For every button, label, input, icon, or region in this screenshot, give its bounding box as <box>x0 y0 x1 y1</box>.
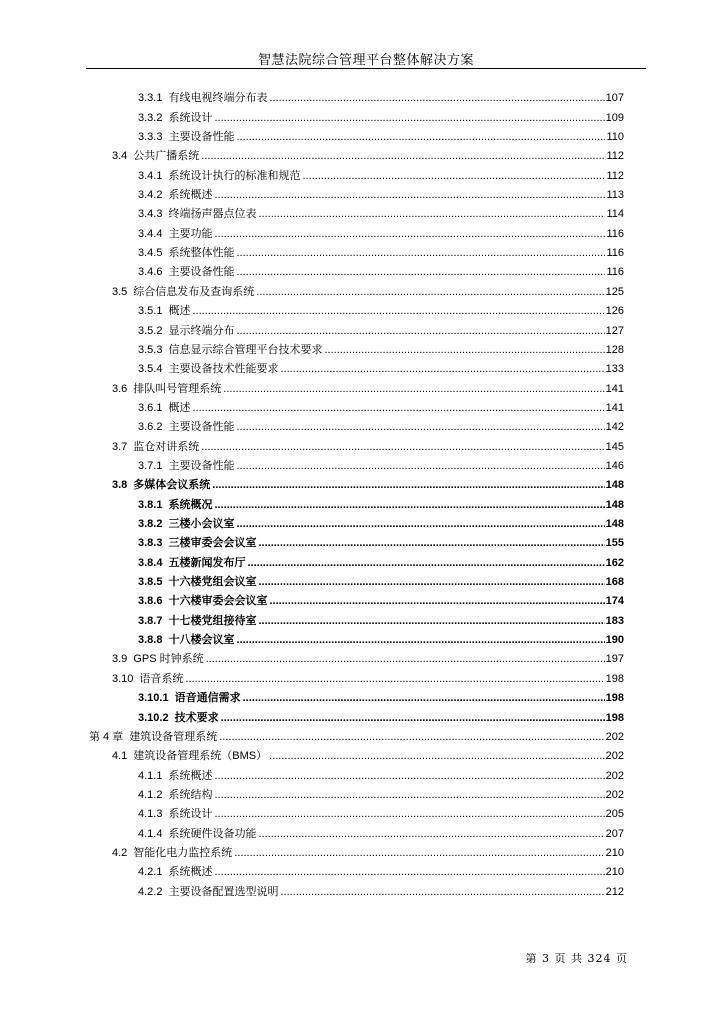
toc-entry-page: 202 <box>605 750 624 763</box>
toc-entry[interactable] <box>138 202 624 221</box>
toc-entry-title: 系统设计 <box>168 111 213 124</box>
toc-dot-leader <box>280 885 604 899</box>
toc-entry-title: 十六楼审委会会议室 <box>168 595 268 608</box>
toc-dot-leader <box>214 788 604 802</box>
toc-entry-number: 4.1.3 <box>138 808 163 821</box>
toc-entry-page: 145 <box>605 440 624 453</box>
toc-entry[interactable] <box>138 589 624 608</box>
toc-entry-title: 系统概况 <box>168 498 213 511</box>
toc-dot-leader <box>258 614 604 628</box>
toc-entry-page: 198 <box>605 672 624 685</box>
toc-entry-number: 3.8.7 <box>138 614 163 627</box>
toc-entry[interactable] <box>138 125 624 144</box>
toc-entry[interactable] <box>138 396 624 415</box>
toc-entry-title: 系统设计 <box>168 808 213 821</box>
header-divider <box>86 68 646 69</box>
toc-dot-leader <box>243 691 605 705</box>
toc-entry-title: 概述 <box>168 401 191 414</box>
toc-entry[interactable] <box>138 705 624 724</box>
toc-entry-number: 3.7 <box>112 440 128 453</box>
toc-entry[interactable] <box>89 725 624 744</box>
toc-entry[interactable] <box>112 841 624 860</box>
toc-entry[interactable] <box>138 879 624 898</box>
toc-entry-page: 168 <box>605 576 624 589</box>
toc-dot-leader <box>247 556 604 570</box>
toc-entry[interactable] <box>138 241 624 260</box>
toc-entry[interactable] <box>138 686 624 705</box>
toc-dot-leader <box>236 517 604 531</box>
toc-dot-leader <box>221 711 605 725</box>
toc-entry-page: 116 <box>606 247 624 260</box>
toc-entry-page: 202 <box>605 730 624 743</box>
toc-dot-leader <box>258 207 605 221</box>
toc-entry-title: 监仓对讲系统 <box>133 440 200 453</box>
toc-entry-page: 141 <box>605 401 624 414</box>
toc-dot-leader <box>192 304 604 318</box>
toc-entry-page: 116 <box>606 227 624 240</box>
toc-dot-leader <box>214 865 604 879</box>
toc-dot-leader <box>269 91 604 105</box>
toc-entry[interactable] <box>138 492 624 511</box>
page-header-title: 智慧法院综合管理平台整体解决方案 <box>257 53 474 68</box>
toc-entry-title: 十八楼会议室 <box>168 634 235 647</box>
toc-entry-number: 3.8.1 <box>138 498 163 511</box>
toc-entry-title: 主要设备性能 <box>168 421 235 434</box>
toc-entry-title: 系统概述 <box>168 769 213 782</box>
toc-entry-number: 3.5.3 <box>138 343 163 356</box>
toc-entry-title: 十七楼党组接待室 <box>168 614 257 627</box>
toc-entry[interactable] <box>138 183 624 202</box>
toc-dot-leader <box>258 827 604 841</box>
toc-dot-leader <box>214 807 604 821</box>
toc-entry-page: 109 <box>605 111 624 124</box>
toc-entry-number: 4.1.1 <box>138 769 163 782</box>
toc-entry[interactable] <box>138 783 624 802</box>
toc-dot-leader <box>236 420 604 434</box>
toc-dot-leader <box>236 246 605 260</box>
toc-entry-number: 3.5.1 <box>138 305 163 318</box>
toc-entry-number: 3.4.6 <box>138 266 163 279</box>
toc-entry-title: 建筑设备管理系统（BMS） <box>133 750 268 763</box>
toc-entry-number: 3.7.1 <box>138 459 163 472</box>
toc-entry-title: 终端扬声器点位表 <box>168 208 257 221</box>
toc-entry-title: 显示终端分布 <box>168 324 235 337</box>
toc-entry[interactable] <box>138 86 624 105</box>
toc-dot-leader <box>212 478 604 492</box>
toc-entry-title: 主要设备性能 <box>168 131 235 144</box>
toc-entry-title: 公共广播系统 <box>133 150 200 163</box>
toc-entry-number: 3.8.6 <box>138 595 163 608</box>
toc-dot-leader <box>206 652 605 666</box>
toc-entry-title: 智能化电力监控系统 <box>133 846 233 859</box>
toc-entry-number: 3.4.3 <box>138 208 163 221</box>
toc-dot-leader <box>223 382 604 396</box>
toc-entry-number: 4.2 <box>112 846 128 859</box>
toc-entry-title: 语音系统 <box>139 672 184 685</box>
toc-entry-page: 128 <box>605 343 624 356</box>
toc-entry[interactable] <box>138 608 624 627</box>
toc-dot-leader <box>258 536 604 550</box>
toc-entry-number: 3.5.2 <box>138 324 163 337</box>
toc-entry-page: 114 <box>606 208 624 221</box>
toc-entry-page: 202 <box>605 769 624 782</box>
toc-entry[interactable] <box>138 357 624 376</box>
toc-dot-leader <box>324 343 604 357</box>
toc-dot-leader <box>280 362 604 376</box>
toc-entry-page: 125 <box>605 285 624 298</box>
toc-dot-leader <box>302 169 605 183</box>
toc-entry-title: 系统概述 <box>168 189 213 202</box>
toc-entry-title: 综合信息发布及查询系统 <box>133 285 255 298</box>
toc-entry-page: 207 <box>605 827 624 840</box>
toc-entry[interactable] <box>138 802 624 821</box>
toc-entry-title: 系统概述 <box>168 866 213 879</box>
toc-dot-leader <box>236 265 605 279</box>
toc-entry-number: 4.1.4 <box>138 827 163 840</box>
toc-entry[interactable] <box>112 647 624 666</box>
toc-entry[interactable] <box>138 763 624 782</box>
toc-entry-title: 系统硬件设备功能 <box>168 827 257 840</box>
toc-dot-leader <box>236 633 604 647</box>
toc-entry-title: 主要设备配置选型说明 <box>168 885 279 898</box>
toc-entry-number: 3.3.3 <box>138 131 163 144</box>
toc-entry[interactable] <box>138 299 624 318</box>
toc-entry[interactable] <box>138 860 624 879</box>
toc-entry-title: 语音通信需求 <box>174 692 241 705</box>
toc-entry[interactable] <box>112 473 624 492</box>
toc-entry-number: 3.8.2 <box>138 518 163 531</box>
toc-entry[interactable] <box>138 570 624 589</box>
toc-entry-title: 系统设计执行的标准和规范 <box>168 169 301 182</box>
toc-entry-title: 有线电视终端分布表 <box>168 92 268 105</box>
toc-dot-leader <box>269 749 605 763</box>
toc-entry-number: 3.8.5 <box>138 576 163 589</box>
toc-entry-title: 主要设备技术性能要求 <box>168 363 279 376</box>
toc-entry-number: 3.4 <box>112 150 128 163</box>
toc-entry[interactable] <box>138 105 624 124</box>
toc-entry-title: 概述 <box>168 305 191 318</box>
toc-entry-page: 127 <box>605 324 624 337</box>
toc-entry-number: 4.2.1 <box>138 866 163 879</box>
toc-entry-page: 162 <box>605 556 624 569</box>
toc-entry-number: 3.4.4 <box>138 227 163 240</box>
toc-entry-page: 202 <box>605 788 624 801</box>
toc-entry-page: 133 <box>605 363 624 376</box>
toc-entry-title: 主要设备性能 <box>168 459 235 472</box>
toc-dot-leader <box>214 188 605 202</box>
toc-entry-number: 3.4.5 <box>138 247 163 260</box>
toc-entry-number: 3.10.2 <box>138 711 169 724</box>
toc-entry-page: 197 <box>605 653 624 666</box>
toc-entry[interactable] <box>138 512 624 531</box>
toc-entry-page: 107 <box>605 92 624 105</box>
toc-entry-number: 3.9 <box>112 653 128 666</box>
toc-entry[interactable] <box>138 260 624 279</box>
toc-entry-page: 126 <box>605 305 624 318</box>
toc-entry-page: 113 <box>606 189 624 202</box>
toc-entry-page: 141 <box>605 382 624 395</box>
toc-entry-title: 系统结构 <box>168 788 213 801</box>
toc-dot-leader <box>219 730 604 744</box>
page-number-footer: 第 3 页 共 324 页 <box>525 952 628 965</box>
toc-entry[interactable] <box>138 318 624 337</box>
toc-entry-page: 183 <box>605 614 624 627</box>
toc-entry-number: 4.1 <box>112 750 128 763</box>
toc-dot-leader <box>201 440 604 454</box>
toc-entry[interactable] <box>138 338 624 357</box>
toc-entry-title: 十六楼党组会议室 <box>168 576 257 589</box>
toc-entry[interactable] <box>138 415 624 434</box>
toc-dot-leader <box>214 111 604 125</box>
toc-entry-number: 3.10.1 <box>138 692 169 705</box>
toc-entry-title: 多媒体会议系统 <box>133 479 211 492</box>
toc-entry-page: 205 <box>605 808 624 821</box>
toc-entry-page: 146 <box>605 459 624 472</box>
toc-dot-leader <box>185 672 604 686</box>
toc-entry-page: 190 <box>605 634 624 647</box>
toc-entry-page: 174 <box>605 595 624 608</box>
toc-entry[interactable] <box>112 744 624 763</box>
toc-entry-title: 排队叫号管理系统 <box>133 382 222 395</box>
toc-entry[interactable] <box>138 821 624 840</box>
toc-dot-leader <box>236 130 605 144</box>
toc-entry-number: 3.6 <box>112 382 128 395</box>
toc-entry-number: 3.3.1 <box>138 92 163 105</box>
toc-dot-leader <box>258 575 604 589</box>
toc-entry[interactable] <box>112 144 624 163</box>
toc-entry[interactable] <box>112 434 624 453</box>
toc-dot-leader <box>214 227 605 241</box>
toc-entry-page: 112 <box>606 169 624 182</box>
toc-entry-title: 三楼小会议室 <box>168 518 235 531</box>
toc-entry-page: 148 <box>605 479 624 492</box>
toc-entry-number: 3.8.8 <box>138 634 163 647</box>
toc-dot-leader <box>201 149 605 163</box>
toc-dot-leader <box>236 459 604 473</box>
toc-dot-leader <box>269 594 604 608</box>
toc-entry-number: 3.10 <box>112 672 134 685</box>
toc-entry-page: 110 <box>606 131 624 144</box>
toc-entry-page: 210 <box>605 866 624 879</box>
toc-entry-number: 3.5 <box>112 285 128 298</box>
toc-entry-title: 建筑设备管理系统 <box>129 730 218 743</box>
toc-dot-leader <box>234 846 604 860</box>
toc-entry-title: 五楼新闻发布厅 <box>168 556 246 569</box>
toc-entry-number: 3.3.2 <box>138 111 163 124</box>
toc-entry-title: GPS 时钟系统 <box>133 653 204 666</box>
toc-entry-title: 三楼审委会会议室 <box>168 537 257 550</box>
toc-entry-page: 142 <box>605 421 624 434</box>
toc-entry-number: 3.8 <box>112 479 128 492</box>
toc-entry-number: 3.5.4 <box>138 363 163 376</box>
toc-dot-leader <box>256 285 604 299</box>
toc-entry-page: 116 <box>606 266 624 279</box>
toc-entry-number: 3.6.2 <box>138 421 163 434</box>
toc-entry-title: 信息显示综合管理平台技术要求 <box>168 343 323 356</box>
toc-dot-leader <box>214 498 604 512</box>
toc-entry-title: 技术要求 <box>174 711 219 724</box>
toc-entry[interactable] <box>112 280 624 299</box>
toc-entry[interactable] <box>138 454 624 473</box>
toc-entry-number: 3.4.2 <box>138 189 163 202</box>
toc-entry-page: 155 <box>605 537 624 550</box>
toc-entry-page: 112 <box>606 150 624 163</box>
toc-entry-number: 3.8.3 <box>138 537 163 550</box>
toc-dot-leader <box>214 769 604 783</box>
toc-entry[interactable] <box>138 550 624 569</box>
toc-entry-title: 主要功能 <box>168 227 213 240</box>
toc-entry-number: 3.6.1 <box>138 401 163 414</box>
toc-entry-page: 212 <box>605 885 624 898</box>
toc-entry-page: 210 <box>605 846 624 859</box>
toc-entry-number: 3.8.4 <box>138 556 163 569</box>
toc-entry[interactable] <box>138 221 624 240</box>
toc-entry-page: 148 <box>605 518 624 531</box>
toc-entry-page: 198 <box>605 692 624 705</box>
toc-entry[interactable] <box>138 163 624 182</box>
toc-entry[interactable] <box>112 376 624 395</box>
toc-entry-number: 3.4.1 <box>138 169 163 182</box>
toc-entry[interactable] <box>138 628 624 647</box>
toc-entry-number: 第 4 章 <box>89 730 124 743</box>
toc-entry[interactable] <box>112 667 624 686</box>
toc-entry-title: 主要设备性能 <box>168 266 235 279</box>
toc-dot-leader <box>236 324 604 338</box>
toc-entry-number: 4.1.2 <box>138 788 163 801</box>
toc-entry-page: 198 <box>605 711 624 724</box>
toc-entry-number: 4.2.2 <box>138 885 163 898</box>
toc-dot-leader <box>192 401 604 415</box>
toc-entry-page: 148 <box>605 498 624 511</box>
toc-entry-title: 系统整体性能 <box>168 247 235 260</box>
toc-entry[interactable] <box>138 531 624 550</box>
